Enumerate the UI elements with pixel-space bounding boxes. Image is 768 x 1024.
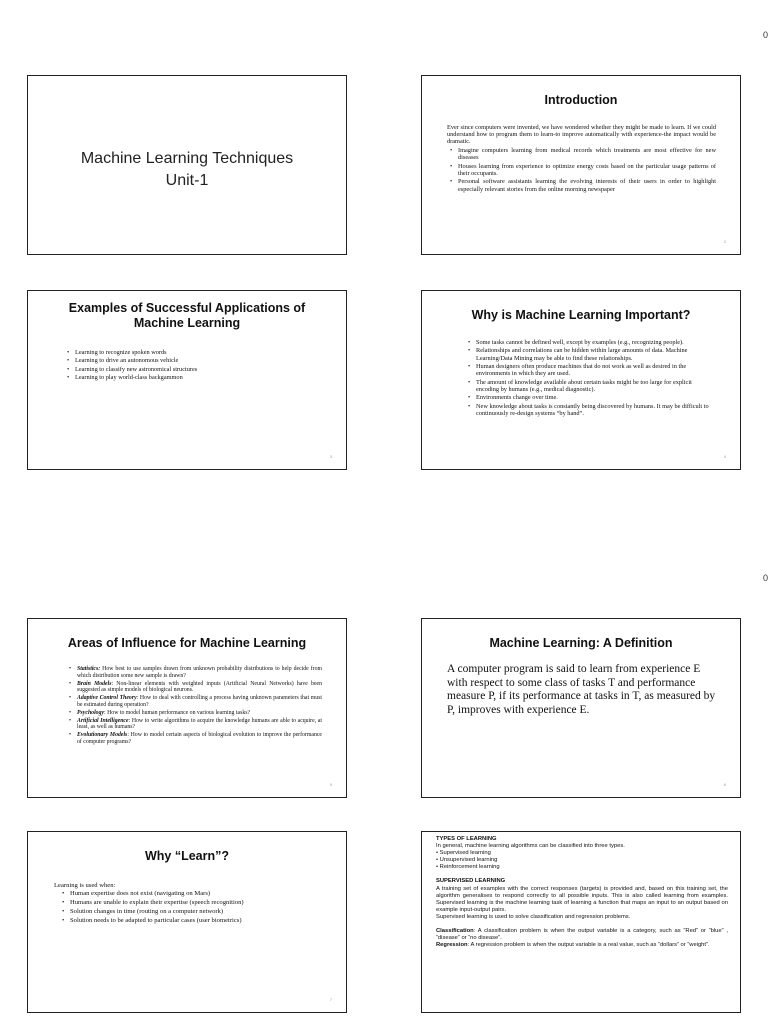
- area-description: : Non-linear elements with weighted inputs (Artificial Neural Networks) have been suggested as simple models of biological neurons.: [77, 680, 322, 694]
- slide-heading: Introduction: [544, 93, 618, 107]
- area-description: How best to use samples drawn from unknown probability distributions to help decide from which distribution some new sample is drawn?: [77, 666, 322, 679]
- list-item: • The amount of knowledge available about certain tasks might be too large for explicit encoding by humans (e.g., medical diagnostic).: [476, 379, 712, 393]
- slide-title: [27, 75, 347, 255]
- bullet-list: [465, 339, 712, 417]
- definition-text: A computer program is said to learn from experience E with respect to some class of tasks T and performance measure P, if its performance at tasks in T, as measured by P, improves with experience E.: [447, 663, 716, 716]
- list-item: • Humans are unable to explain their expertise (speech recognition): [70, 899, 326, 907]
- slide-heading: Why is Machine Learning Important?: [471, 308, 691, 322]
- section-heading: SUPERVISED LEARNING: [436, 878, 506, 885]
- area-description: : How to model certain aspects of biological evolution to improve the performance of computer programs?: [77, 732, 322, 745]
- slide-why-learn: [27, 831, 347, 1013]
- list-item: • Some tasks cannot be defined well, except by examples (e.g., recognizing people).: [476, 339, 712, 346]
- list-item: • Learning to drive an autonomous vehicle: [75, 357, 322, 364]
- list-item: • Learning to recognize spoken words: [75, 349, 322, 356]
- paragraph: A training set of examples with the correct responses (targets) is provided and, based on this training set, the algorithm generalises to respond correctly to all possible inputs. This is also called learning from examples. Supervised learning is the machine learning task of learning a function that maps an input to an output based on example input-output pairs.: [436, 885, 728, 913]
- list-item: • Unsupervised learning: [436, 857, 498, 864]
- area-description: : How to deal with controlling a process having unknown parameters that must be estimated during operation?: [77, 695, 322, 708]
- list-item: [77, 718, 322, 731]
- slide-heading: Examples of Successful Applications of Machine Learning: [68, 301, 306, 330]
- slide-number: 5: [329, 782, 332, 787]
- unit-label: Unit-1: [165, 172, 209, 189]
- lead-text: Learning is used when:: [54, 882, 116, 889]
- paragraph: Classification: A classification problem is when the output variable is a category, such as “Red” or “blue” , “disease” or “no disease”.: [436, 928, 728, 942]
- slide-heading: Machine Learning: A Definition: [489, 636, 673, 650]
- bullet-list: [54, 890, 326, 925]
- slide-number: 2: [723, 239, 726, 244]
- list-item: [77, 666, 322, 679]
- list-item: • Relationships and correlations can be hidden within large amounts of data. Machine Learning/Data Mining may be able to find these relationships.: [476, 347, 712, 361]
- area-term: Psychology: [77, 709, 105, 716]
- slide-types-of-learning: [421, 831, 741, 1013]
- area-term: Statistics:: [77, 666, 101, 672]
- list-item: • Learning to classify new astronomical structures: [75, 366, 322, 373]
- slide-number: 4: [723, 454, 726, 459]
- list-item: • Supervised learning: [436, 850, 491, 857]
- bullet-list: [66, 666, 322, 745]
- list-item: • Personal software assistants learning the evolving interests of their users in order to highlight especially relevant stories from the online morning newspaper: [458, 178, 716, 192]
- list-item: [77, 710, 322, 717]
- slide-number: 7: [329, 997, 332, 1002]
- paragraph: In general, machine learning algorithms can be classified into three types.: [436, 843, 625, 850]
- slide-heading: Why “Learn”?: [144, 849, 230, 863]
- paragraph: Supervised learning is used to solve classification and regression problems.: [436, 913, 631, 920]
- area-term: Artificial Intelligence: [77, 717, 129, 724]
- area-term: Brain Models: [77, 680, 112, 687]
- slide-number: 6: [723, 782, 726, 787]
- slide-title-heading: [28, 148, 346, 192]
- page-marker-top: 0: [762, 30, 768, 40]
- list-item: [77, 732, 322, 745]
- area-term: Evolutionary Models: [77, 732, 128, 739]
- list-item: • Environments change over time.: [476, 394, 712, 401]
- bullet-list: [64, 349, 322, 382]
- intro-paragraph: Ever since computers were invented, we have wondered whether they might be made to learn. If we could understand how to program them to learn-to improve automatically with experience-the impact would be dramatic.: [447, 124, 716, 146]
- bullet-list: [447, 147, 716, 192]
- list-item: • Solution changes in time (routing on a computer network): [70, 908, 326, 916]
- list-item: • Imagine computers learning from medical records which treatments are most effective for new diseases: [458, 147, 716, 161]
- section-heading: TYPES OF LEARNING: [436, 836, 497, 842]
- list-item: • Reinforcement learning: [436, 864, 500, 871]
- page-marker-middle: 0: [762, 573, 768, 583]
- course-title: Machine Learning Techniques: [80, 150, 294, 167]
- list-item: • Learning to play world-class backgammon: [75, 374, 322, 381]
- term: Regression: [436, 942, 468, 949]
- list-item: • Solution needs to be adapted to particular cases (user biometrics): [70, 917, 326, 925]
- list-item: • New knowledge about tasks is constantly being discovered by humans. It may be difficult to continuously re-design systems “by hand”.: [476, 403, 712, 417]
- list-item: • Houses learning from experience to optimize energy costs based on the particular usage patterns of their occupants.: [458, 163, 716, 177]
- area-term: Adaptive Control Theory: [77, 695, 137, 702]
- list-item: • Human designers often produce machines that do not work as well as desired in the environments in which they are used.: [476, 363, 712, 377]
- slide-introduction: [421, 75, 741, 255]
- list-item: • Human expertise does not exist (navigating on Mars): [70, 890, 326, 898]
- slide-heading: Areas of Influence for Machine Learning: [67, 636, 307, 650]
- slide-definition: [421, 618, 741, 798]
- list-item: [77, 695, 322, 708]
- area-description: : How to write algorithms to acquire the knowledge humans are able to acquire, at least, as well as humans?: [77, 717, 322, 731]
- area-description: : How to model human performance on various learning tasks?: [104, 709, 251, 716]
- list-item: [77, 681, 322, 694]
- slide-number: 3: [329, 454, 332, 459]
- slide-why-important: [421, 290, 741, 470]
- paragraph: Regression: A regression problem is when the output variable is a real value, such as “dollars” or “weight”.: [436, 942, 710, 949]
- slide-examples: [27, 290, 347, 470]
- term: Classification: [436, 928, 474, 935]
- slide-areas-of-influence: [27, 618, 347, 798]
